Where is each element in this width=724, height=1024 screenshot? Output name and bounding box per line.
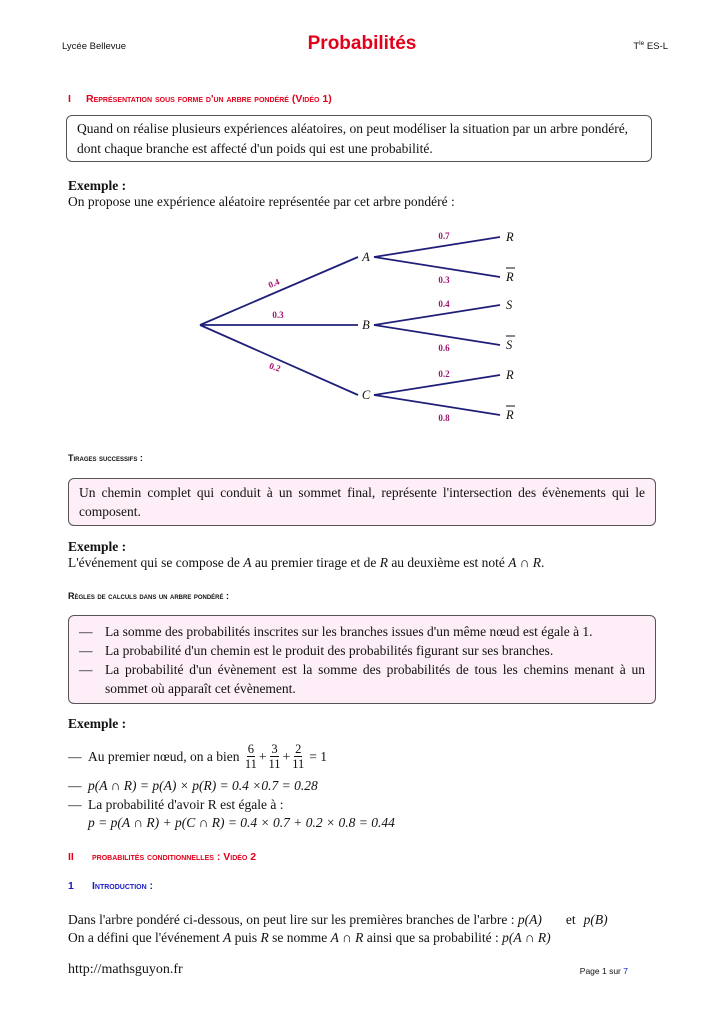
- var-r: R: [260, 930, 269, 945]
- var-a: A: [223, 930, 232, 945]
- weight-label: 0.3: [438, 275, 450, 285]
- dash: —: [68, 797, 82, 812]
- text-fragment: ainsi que sa probabilité :: [363, 930, 503, 945]
- page-indicator: [580, 966, 628, 976]
- fraction: [269, 742, 281, 771]
- text-fragment: puis: [231, 930, 261, 945]
- plus-sign: +: [282, 748, 291, 764]
- rule-text: La probabilité d'un chemin est le produit des probabilités figurant sur ses branches.: [105, 643, 554, 658]
- class-label: [633, 40, 668, 52]
- text-fragment: et: [565, 912, 576, 927]
- notation-a-inter-r: A ∩ R: [330, 930, 364, 945]
- text-fragment: .: [541, 555, 545, 570]
- section-1-heading: [68, 93, 332, 105]
- example2-line3: [68, 796, 284, 814]
- rule-item: [79, 622, 645, 641]
- branch-leaf: [374, 375, 500, 395]
- leaf-not-r: R: [506, 408, 514, 422]
- text-fragment: au premier tirage et de: [251, 555, 380, 570]
- denominator: 11: [292, 757, 305, 771]
- branch-leaf: [374, 325, 500, 345]
- formula-p-r: p = p(A ∩ R) + p(C ∩ R) = 0.4 × 0.7 + 0.2 × 0.8 = 0.44: [88, 815, 395, 830]
- example2-line4: [88, 814, 395, 832]
- result: = 1: [309, 748, 327, 764]
- branch-leaf: [374, 237, 500, 257]
- formula-p-b: p(B): [583, 912, 608, 927]
- weight-label: 0.2: [438, 369, 450, 379]
- probability-tree: [190, 220, 530, 430]
- node-a: A: [362, 250, 370, 264]
- class-main: T: [633, 41, 640, 53]
- example-label-1: Exemple :: [68, 178, 127, 193]
- example-label-3: Exemple :: [68, 716, 127, 731]
- weight-label: 0.8: [438, 413, 450, 423]
- dash: —: [79, 643, 93, 658]
- var-a: A: [243, 555, 252, 570]
- dash: —: [68, 748, 82, 764]
- numerator: 2: [295, 742, 302, 756]
- weight-label: 0.3: [272, 310, 284, 320]
- section-2-title: probabilités conditionnelles : Vidéo 2: [92, 851, 257, 863]
- class-rest: ES-L: [644, 41, 668, 53]
- page-total-link[interactable]: 7: [623, 966, 628, 976]
- weight-label: 0.6: [438, 343, 450, 353]
- text-fragment: se nomme: [268, 930, 331, 945]
- dash: —: [79, 624, 93, 639]
- weight-label: 0.2: [268, 360, 282, 374]
- example-intro-1: On propose une expérience aléatoire représentée par cet arbre pondéré :: [68, 194, 455, 209]
- leaf-r: R: [506, 230, 514, 244]
- tirages-example-text: [68, 554, 544, 572]
- text-fragment: au deuxième est noté: [387, 555, 509, 570]
- text: La probabilité d'avoir R est égale à :: [88, 797, 284, 812]
- leaf-not-s: S: [506, 338, 513, 352]
- node-b: B: [362, 318, 370, 332]
- leaf-s: S: [506, 298, 513, 312]
- weight-label: 0.4: [266, 276, 281, 290]
- node-c: C: [361, 388, 371, 402]
- rule-text: La somme des probabilités inscrites sur les branches issues d'un même nœud est égale à 1.: [105, 624, 593, 639]
- section-1-title: Représentation sous forme d'un arbre pondéré (Vidéo 1): [86, 93, 332, 105]
- rule-item: [79, 660, 645, 698]
- subsection-heading: [68, 880, 153, 892]
- notation-a-inter-r: A ∩ R: [508, 555, 542, 570]
- school-name: Lycée Bellevue: [62, 41, 127, 52]
- weight-label: 0.4: [438, 299, 450, 309]
- dash: —: [68, 778, 82, 793]
- rule-item: [79, 641, 645, 660]
- example2-line2: [68, 777, 318, 795]
- denominator: 11: [268, 757, 281, 771]
- section-2-number: II: [68, 851, 74, 863]
- section2-para1: [68, 911, 608, 929]
- numerator: 6: [247, 742, 254, 756]
- rules-heading: Règles de calculs dans un arbre pondéré :: [68, 591, 230, 601]
- branch-leaf: [374, 257, 500, 277]
- branch-leaf: [374, 305, 500, 325]
- leaf-r: R: [506, 368, 514, 382]
- section2-para2: [68, 929, 551, 947]
- example2-line1: [68, 742, 327, 771]
- definition-box: Quand on réalise plusieurs expériences aléatoires, on peut modéliser la situation par un arbre pondéré, dont chaque branche est affecté d'un poids qui est une probabilité.: [66, 115, 652, 162]
- fraction: [245, 742, 257, 771]
- formula-p-a-inter-r: p(A ∩ R): [502, 930, 551, 945]
- branch-leaf: [374, 395, 500, 415]
- page-prefix: Page 1 sur: [579, 966, 624, 976]
- denominator: 11: [244, 757, 257, 771]
- formula-p-a-inter-r: p(A ∩ R) = p(A) × p(R) = 0.4 ×0.7 = 0.28: [88, 778, 318, 793]
- section-1-number: I: [68, 93, 71, 105]
- leaf-not-r: R: [506, 270, 514, 284]
- numerator: 3: [271, 742, 278, 756]
- tirages-heading: Tirages successifs :: [68, 453, 143, 463]
- plus-sign: +: [258, 748, 267, 764]
- subsection-title: Introduction :: [92, 880, 154, 892]
- var-r: R: [379, 555, 388, 570]
- rules-box: [68, 615, 656, 704]
- dash: —: [79, 662, 93, 677]
- tirages-box: Un chemin complet qui conduit à un sommet final, représente l'intersection des évènements qui le composent.: [68, 478, 656, 526]
- text-fragment: Dans l'arbre pondéré ci-dessous, on peut lire sur les premières branches de l'arbre :: [68, 912, 518, 927]
- text-fragment: L'événement qui se compose de: [68, 555, 244, 570]
- text-fragment: On a défini que l'événement: [68, 930, 223, 945]
- example-label-2: Exemple :: [68, 539, 127, 554]
- formula-p-a: p(A): [517, 912, 542, 927]
- branch-root-c: [200, 325, 358, 395]
- footer-link[interactable]: http://mathsguyon.fr: [68, 962, 183, 977]
- class-sup: le: [639, 40, 645, 47]
- text-fragment: Au premier nœud, on a bien: [88, 748, 243, 764]
- rule-text: La probabilité d'un évènement est la somme des probabilités de tous les chemins menant à un sommet où apparaît cet évènement.: [105, 662, 645, 696]
- section-2-heading: [68, 851, 256, 863]
- page-title: Probabilités: [307, 33, 417, 54]
- fraction: [292, 742, 304, 771]
- weight-label: 0.7: [438, 231, 450, 241]
- subsection-number: 1: [68, 880, 74, 892]
